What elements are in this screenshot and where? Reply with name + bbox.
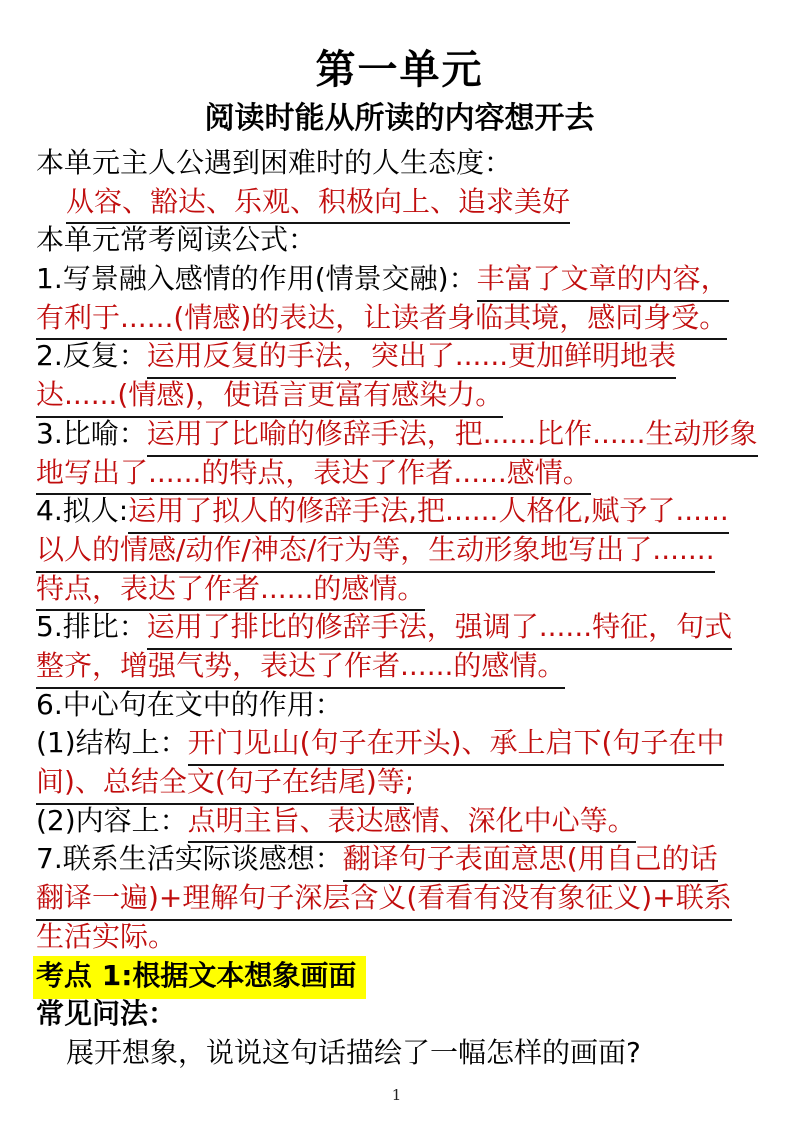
text-line <box>36 415 763 454</box>
text-line <box>36 570 763 609</box>
text-segment: 整齐，增强气势，表达了作者......的感情。 <box>36 647 565 689</box>
text-line <box>36 454 763 493</box>
text-line <box>36 724 763 763</box>
text-segment: (2)内容上： <box>36 803 188 837</box>
text-segment: 运用了比喻的修辞手法，把......比作......生动形象 <box>147 415 758 457</box>
text-segment: 点明主旨、表达感情、深化中心等。 <box>188 802 636 844</box>
text-line <box>36 337 763 376</box>
text-segment: 运用了拟人的修辞手法,把......人格化,赋予了...... <box>128 492 729 534</box>
text-segment: 7.联系生活实际谈感想： <box>36 842 343 876</box>
text-line <box>36 686 763 725</box>
page-number: 1 <box>391 1086 402 1104</box>
text-segment: 地写出了......的特点，表达了作者......感情。 <box>36 454 591 496</box>
unit-title: 第一单元 <box>315 47 484 93</box>
text-segment: 1.写景融入感情的作用(情景交融)： <box>36 262 477 296</box>
text-segment: 特点，表达了作者......的感情。 <box>36 570 425 612</box>
text-segment: 开门见山(句子在开头)、承上启下(句子在中 <box>188 724 725 766</box>
text-segment: 翻译一遍)+理解句子深层含义(看看有没有象征义)+联系 <box>36 879 732 921</box>
text-line <box>36 647 763 686</box>
text-line <box>36 802 763 841</box>
text-segment: 4.拟人: <box>36 494 129 528</box>
text-line <box>36 492 763 531</box>
text-line <box>36 376 763 415</box>
text-line <box>36 144 763 183</box>
text-line <box>36 221 763 260</box>
text-line <box>36 840 763 879</box>
text-line <box>36 260 763 299</box>
text-segment: 以人的情感/动作/神态/行为等，生动形象地写出了....... <box>36 531 715 573</box>
text-segment: 运用了排比的修辞手法，强调了......特征，句式 <box>147 608 732 650</box>
text-segment: 运用反复的手法，突出了......更加鲜明地表 <box>147 337 676 379</box>
text-line <box>36 299 763 338</box>
unit-subtitle: 阅读时能从所读的内容想开去 <box>204 101 595 136</box>
text-segment: 5.排比： <box>36 610 147 644</box>
highlight-band <box>33 956 366 999</box>
text-segment: 本单元主人公遇到困难时的人生态度： <box>36 146 513 179</box>
text-segment: 翻译句子表面意思(用自己的话 <box>343 840 718 882</box>
text-line <box>36 183 763 222</box>
text-segment: 3.比喻： <box>36 416 147 450</box>
text-segment: 本单元常考阅读公式： <box>36 223 317 257</box>
text-segment: 有利于......(情感)的表达，让读者身临其境，感同身受。 <box>36 299 727 341</box>
text-line <box>36 918 763 957</box>
text-line <box>36 608 763 647</box>
section-heading <box>36 995 763 1034</box>
document-body <box>36 144 763 1073</box>
text-segment: 间)、总结全文(句子在结尾)等; <box>36 763 414 805</box>
text-segment: 丰富了文章的内容， <box>477 260 729 302</box>
text-segment: (1)结构上： <box>36 726 188 760</box>
text-line <box>36 879 763 918</box>
text-segment: 2.反复： <box>36 339 147 373</box>
text-segment: 考点 1:根据文本想象画面 <box>36 959 357 993</box>
text-line <box>36 1034 763 1073</box>
text-segment: 常见问法： <box>36 997 177 1031</box>
text-segment: 达......(情感)，使语言更富有感染力。 <box>36 376 503 418</box>
text-segment: 从容、豁达、乐观、积极向上、追求美好 <box>66 183 570 225</box>
text-segment: 生活实际。 <box>36 918 176 960</box>
text-line <box>36 531 763 570</box>
text-segment: 展开想象，说说这句话描绘了一幅怎样的画面? <box>66 1035 641 1069</box>
text-line <box>36 763 763 802</box>
text-segment: 6.中心句在文中的作用： <box>36 687 343 721</box>
exam-point-heading <box>36 956 763 995</box>
